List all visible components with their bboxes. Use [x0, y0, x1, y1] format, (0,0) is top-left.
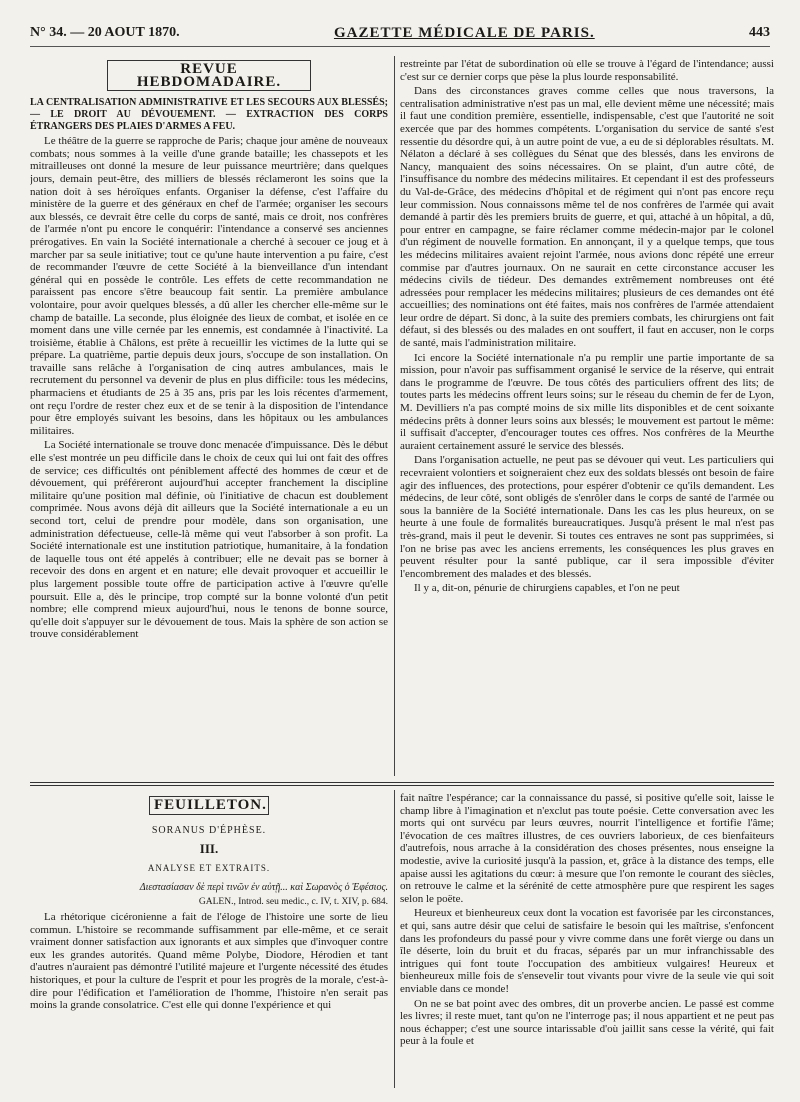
revue-paragraph: Le théâtre de la guerre se rapproche de Paris; chaque jour amène de nouveaux combats; nous sommes à la veille d'une grande bataille; les chassepots et les mitrailleuses ont donné la mesure de leur puissance meurtrière; dans quelques jours, demain peut-être, des milliers de blessés réclameront les soins que la nation doit à ses héroïques enfants. Organiser la défense, c'est l'affaire du ministère de la guerre et des généraux en chef de l'armée; organiser les secours aux blessés, ce devrait être celle du corps de santé, mais ce droit, nos confrères de l'armée n'ont pu encore le conquérir: l'intendance a conservé ses anciennes prérogatives. En vain la Société internationale a cherché à secouer ce joug et à marcher par sa seule initiative; tout ce qu'une haute intervention a pu faire, c'est de recommander l'œuvre de cette Société à la bienveillance d'un intendant général qui en possède le contrôle. Les effets de cette recommandation ne paraissent pas encore s'être beaucoup fait sentir. La première ambulance volontaire, pour avoir quelques blessés, a dû aller les chercher elle-même sur le champ de bataille. La seconde, plus éloignée des lieux de combat, et isolée en ce moment dans une ville cernée par les ennemis, est condamnée à l'inactivité. La troisième, établie à Châlons, est prête à recueillir les victimes de la lutte qui se prépare. La quatrième, partie depuis deux jours, s'occupe de son installation. On travaille sans relâche à l'organisation de cinq autres ambulances, mais le recrutement du personnel va devenir de plus en plus difficile: tous les médecins, pharmaciens et étudiants de 25 à 35 ans, pris par les lois récentes d'armement, ont reçu l'ordre de rester chez eux et de se tenir à la disposition de l'intendance pour être employés suivant les besoins, dans les hôpitaux ou les ambulances militaires.	[30, 135, 388, 437]
revue-summary: LA CENTRALISATION ADMINISTRATIVE ET LES SECOURS AUX BLESSÉS; — LE DROIT AU DÉVOUEMENT. — EXTRACTION DES CORPS ÉTRANGERS DES PLAIES D'ARMES A FEU.	[30, 97, 388, 133]
revue-paragraph: Ici encore la Société internationale n'a pu remplir une partie importante de sa mission, pour n'avoir pas suffisamment organisé le service de la réserve, qui entrait dans le programme de l'œuvre. De tous côtés des particuliers offrent des lits; de toutes parts les médecins offrent leurs soins; sur le réseau du chemin de fer de Lyon, M. Devilliers n'a pas compté moins de six mille lits disponibles et de cent soixante médecins prêts à donner leurs soins aux blessés; le mouvement est partout le même: il suffisait d'accepter, d'encourager toutes ces offres. Nos confrères de la Meurthe auraient certainement assuré le service des blessés.	[400, 351, 774, 452]
page-header	[30, 20, 770, 47]
feuilleton-paragraph: On ne se bat point avec des ombres, dit un proverbe ancien. Le passé est comme les livres; il reste muet, tant qu'on ne l'interroge pas; il nous appartient et ne peut pas nous échapper; c'est une source intarissable d'où jaillit sans cesse la vérité, qui fait peur à la foule et	[400, 997, 774, 1048]
revue-paragraph: Dans l'organisation actuelle, ne peut pas se dévouer qui veut. Les particuliers qui recevraient volontiers et soigneraient chez eux des soldats blessés ont besoin de faire agir des influences, des protections, pour espérer d'obtenir ce qu'ils demandent. Les médecins, de leur côté, sont obligés de s'enrôler dans le corps de santé de l'armée ou sous la bannière de la Société internationale. Dans les cas les plus heureux, on se heurte à une foule de formalités bureaucratiques. Jusqu'à présent le mal n'est pas très-grand, mais il peut le devenir. Si toutes ces entraves ne sont pas supprimées, si l'on ne brise pas avec les anciens errements, les conséquences les plus graves en peuvent résulter pour la santé publique, car il sera impossible d'éviter l'encombrement des malades et des blessés.	[400, 454, 774, 580]
revue-right-column	[400, 58, 774, 778]
feuilleton-separator	[30, 782, 774, 786]
revue-title: REVUE HEBDOMADAIRE.	[107, 60, 311, 91]
page-number: 443	[749, 25, 770, 40]
revue-paragraph: La Société internationale se trouve donc menacée d'impuissance. Dès le début elle s'est montrée un peu difficile dans le choix de ceux qui lui ont fait des offres de service; ces difficultés ont péniblement affecté des hommes de cœur et de dévouement, qui préféreront aujourd'hui accepter franchement la discipline militaire qu'une position mal définie, où l'initiative de chacun est doublement comprimée. Nous avons déjà dit ailleurs que la Société internationale a eu un second tort, celui de prendre pour modèle, dans son organisation, une administration défectueuse, celle-là même qui veut l'absorber à son profit. La Société internationale est une institution patriotique, humanitaire, à la fondation de laquelle tous ont été appelés à contribuer; elle ne devait pas se borner à recevoir des dons en argent et en nature; elle devait provoquer et accueillir le plus largement possible toute offre de participation active à l'œuvre qu'elle poursuit. Elle a, dès le principe, trop compté sur la bonne volonté d'un petit nombre; elle comprend mieux aujourd'hui, nous le tenons de bonne source, qu'elle doit s'appuyer sur le dévouement de tous. Mais la sphère de son action se trouve considérablement	[30, 439, 388, 641]
issue-number: N° 34. — 20 AOUT 1870.	[30, 25, 180, 40]
journal-title: GAZETTE MÉDICALE DE PARIS.	[333, 24, 595, 41]
feuilleton-analysis: ANALYSE ET EXTRAITS.	[147, 862, 271, 873]
feuilleton-citation: GALEN., Introd. seu medic., c. IV, t. XIV, p. 684.	[198, 897, 388, 908]
column-divider	[394, 790, 395, 1088]
feuilleton-right-column	[400, 792, 774, 1088]
feuilleton-paragraph: fait naître l'espérance; car la connaissance du passé, si positive qu'elle soit, laisse le champ libre à l'imagination et n'exclut pas toute poésie. Cette conversation avec les morts qui ont survécu par leurs œuvres, nourrit l'intelligence et fortifie l'âme; l'évocation de ces maîtres illustres, de ces ouvriers laborieux, de ces bienfaiteurs d'autrefois, nous arrache à la considération des choses présentes, nous enseigne la modestie, avive la curiosité jusqu'à la passion, et, grâce à la distance des temps, elle apaise aussi les agitations du cœur: à mesure que l'on remonte le courant des siècles, on retrouve le calme et la sérénité de cette atmosphère pure que respirent les sages selon le poëte.	[400, 792, 774, 905]
feuilleton-subtitle: SORANUS D'ÉPHÈSE.	[151, 824, 267, 836]
revue-left-column	[30, 58, 388, 778]
revue-paragraph: Il y a, dit-on, pénurie de chirurgiens capables, et l'on ne peut	[414, 582, 680, 595]
feuilleton-epigraph: Διεστασίασαν δὲ περὶ τινῶν ἐν αὐτῇ... καὶ Σωρανὸς ὁ Ἐφέσιος.	[139, 882, 388, 894]
revue-paragraph: Dans des circonstances graves comme celles que nous traversons, la centralisation administrative n'est pas un mal, elle devient même une nécessité; mais il faut une condition première, essentielle, indispensable, c'est que l'autorité ne soit exercée que par des hommes compétents. L'organisation du service de santé s'est ressentie du désordre qui, à un autre point de vue, a eu de si déplorables résultats. M. Nélaton a déclaré à ses collègues du Sénat que des blessés, dans les environs de Nancy, manquaient des soins nécessaires. On se plaint, d'un autre côté, de l'insuffisance du nombre des médecins militaires. Et cependant il est des professeurs du Val-de-Grâce, des médecins d'hôpital et de régiment qui n'ont pas encore reçu leur commission. Nous connaissons même tel de nos confrères de l'armée qui avait demandé à partir dès les premiers bruits de guerre, et qui, attaché à un hôpital, a dû, pour entrer en campagne, se faire réclamer comme médecin-major par le colonel d'un régiment de nouvelle formation. En annonçant, il y a quelque temps, que tous les médecins militaires avaient rejoint l'armée, nous avions donc répété une erreur commise par d'autres journaux. On ne saurait en cette circonstance accuser les médecins civils de tiédeur. Des demandes extrêmement nombreuses ont été adressées pour remplacer les médecins militaires; plusieurs de ces demandes ont été accueillies; des nominations ont été faites, mais nos confrères de l'armée attendaient leur ordre de départ. Si donc, à la suite des premiers combats, les chirurgiens ont fait défaut, si des blessés ou des malades en ont souffert, il faut en accuser, non le corps de santé, mais l'administration militaire.	[400, 85, 774, 350]
feuilleton-part: III.	[199, 841, 219, 857]
revue-paragraph: restreinte par l'état de subordination où elle se trouve à l'égard de l'intendance; aussi c'est sur ce dernier corps que pèse la plus lourde responsabilité.	[400, 58, 774, 83]
feuilleton-paragraph: Heureux et bienheureux ceux dont la vocation est favorisée par les circonstances, et qui, sans autre désir que celui de satisfaire le besoin qui les maîtrise, s'enfoncent dans les profondeurs du passé pour y vivre comme dans une forêt vierge ou dans un île déserte, loin du bruit et du fracas, séparés par un mur infranchissable des intrigues qui font toute l'occupation des ambitieux vulgaires! Heureux et bienheureux mille fois de s'ensevelir tout vivants pour vivre de la seule vie qui soit enviable dans ce monde!	[400, 907, 774, 995]
feuilleton-title: FEUILLETON.	[149, 796, 269, 815]
feuilleton-left-column	[30, 792, 388, 1088]
column-divider	[394, 56, 395, 776]
feuilleton-paragraph: La rhétorique cicéronienne a fait de l'éloge de l'histoire une sorte de lieu commun. L'histoire se recommande suffisamment par elle-même, et ce serait vraiment donner satisfaction aux ignorants et aux simples que d'invoquer contre eux les grandes autorités. Quand même Polybe, Diodore, Hérodien et tant d'autres n'auraient pas démontré l'utilité majeure et l'urgente nécessité des études historiques, et pour la culture de l'esprit et pour les progrès de la morale, c'est-à-dire pour l'édification et l'amélioration de l'homme, l'histoire n'en serait pas moins la grande consolatrice. C'est elle qui donne l'expérience et qui	[30, 910, 388, 1012]
